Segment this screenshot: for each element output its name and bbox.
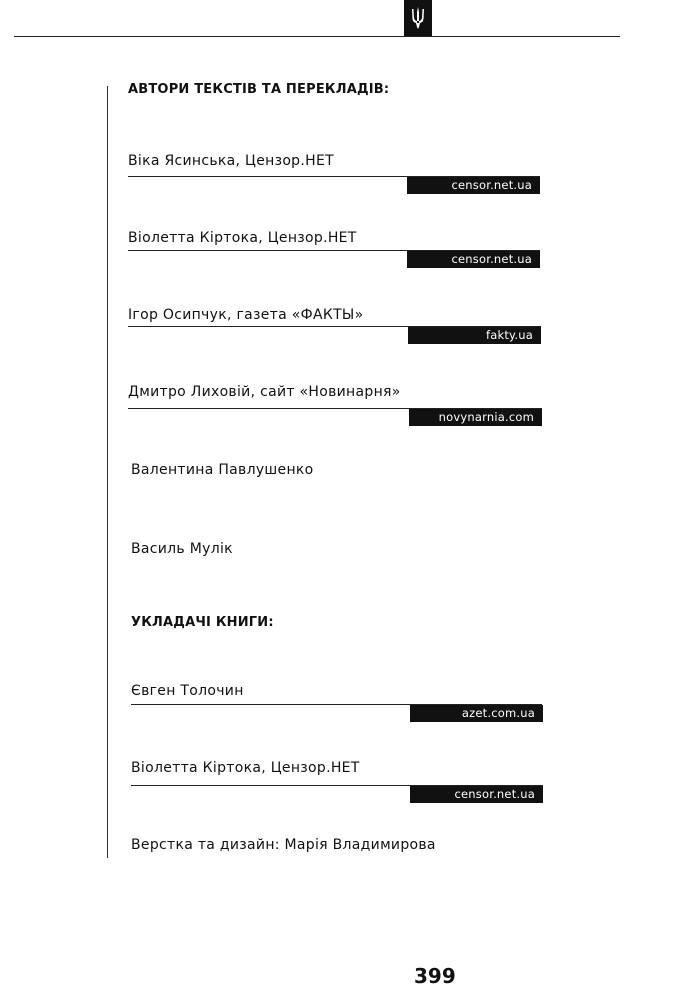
author-name-plain: Василь Мулік [131, 541, 233, 557]
design-credit: Верстка та дизайн: Марія Владимирова [131, 837, 436, 853]
top-rule [14, 36, 620, 37]
page-number: 399 [414, 964, 456, 988]
author-name: Ігор Осипчук, газета «ФАКТЫ» [128, 307, 364, 323]
author-name-plain: Валентина Павлушенко [131, 462, 314, 478]
author-name: Віолетта Кіртока, Цензор.НЕТ [128, 230, 357, 246]
author-entry [128, 384, 534, 424]
author-entry [128, 230, 532, 266]
url-badge: azet.com.ua [410, 705, 543, 722]
compiler-entry [131, 760, 535, 801]
url-badge: censor.net.ua [410, 786, 543, 803]
url-badge: novynarnia.com [409, 409, 542, 426]
url-badge: censor.net.ua [407, 177, 540, 194]
authors-heading: АВТОРИ ТЕКСТІВ ТА ПЕРЕКЛАДІВ: [128, 82, 390, 97]
url-badge: censor.net.ua [407, 251, 540, 268]
compilers-heading: УКЛАДАЧІ КНИГИ: [131, 615, 274, 630]
compiler-name: Віолетта Кіртока, Цензор.НЕТ [131, 760, 360, 776]
url-badge: fakty.ua [408, 327, 541, 344]
author-name: Віка Ясинська, Цензор.НЕТ [128, 153, 334, 169]
side-rule [107, 86, 108, 858]
author-entry [128, 307, 533, 342]
trident-icon [411, 6, 425, 30]
author-entry [128, 153, 532, 192]
compiler-name: Євген Толочин [131, 683, 244, 699]
emblem-box [404, 0, 432, 36]
author-name: Дмитро Лиховій, сайт «Новинарня» [128, 384, 401, 400]
compiler-entry [131, 683, 535, 720]
